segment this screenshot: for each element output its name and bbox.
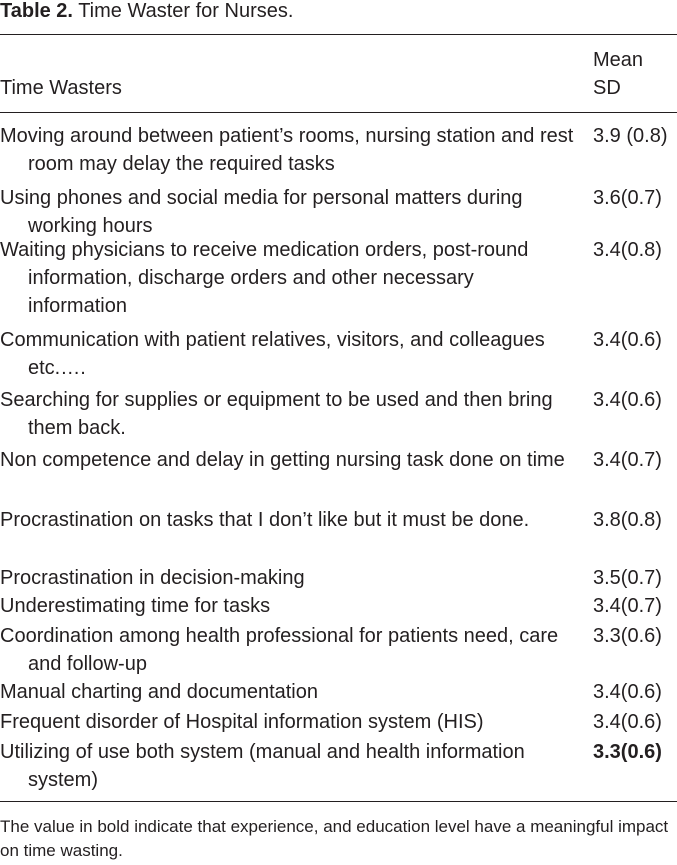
header-rule bbox=[0, 112, 677, 113]
table-label: Table 2. bbox=[0, 0, 73, 22]
row-item: Moving around between patient’s rooms, nursing station and rest room may delay the required tasks bbox=[0, 125, 574, 175]
row-item: Using phones and social media for personal matters during working hours bbox=[0, 187, 523, 237]
row-value: 3.6(0.7) bbox=[593, 187, 662, 209]
row-value: 3.3(0.6) bbox=[593, 625, 662, 647]
row-value: 3.4(0.6) bbox=[593, 389, 662, 411]
row-item: Searching for supplies or equipment to be used and then bring them back. bbox=[0, 389, 553, 439]
row-item: Coordination among health professional for patients need, care and follow-up bbox=[0, 625, 559, 675]
row-value: 3.5(0.7) bbox=[593, 567, 662, 589]
row-value: 3.4(0.6) bbox=[593, 329, 662, 351]
table-caption bbox=[0, 0, 293, 26]
bottom-rule bbox=[0, 801, 677, 802]
column-header-time-wasters: Time Wasters bbox=[0, 77, 122, 99]
column-header-sd: SD bbox=[593, 77, 621, 99]
row-item: Frequent disorder of Hospital information system (HIS) bbox=[0, 711, 484, 733]
row-value: 3.8(0.8) bbox=[593, 509, 662, 531]
table-title: Time Waster for Nurses. bbox=[78, 0, 294, 22]
column-header-mean: Mean bbox=[593, 49, 644, 71]
row-item: Non competence and delay in getting nursing task done on time bbox=[0, 449, 565, 471]
top-rule bbox=[0, 34, 677, 35]
row-item: Procrastination on tasks that I don’t like but it must be done. bbox=[0, 509, 530, 531]
row-value: 3.4(0.6) bbox=[593, 681, 662, 703]
row-value: 3.4(0.6) bbox=[593, 711, 662, 733]
row-item: Underestimating time for tasks bbox=[0, 595, 271, 617]
row-item: Manual charting and documentation bbox=[0, 681, 318, 703]
row-value: 3.4(0.7) bbox=[593, 595, 662, 617]
row-item: Utilizing of use both system (manual and health information system) bbox=[0, 741, 525, 791]
row-value: 3.4(0.7) bbox=[593, 449, 662, 471]
row-value: 3.4(0.8) bbox=[593, 239, 662, 261]
row-value-bold: 3.3(0.6) bbox=[593, 741, 662, 763]
row-item: Waiting physicians to receive medication orders, post-round information, discharge orders and other necessary information bbox=[0, 239, 529, 317]
row-value: 3.9 (0.8) bbox=[593, 125, 668, 147]
row-item: Procrastination in decision-making bbox=[0, 567, 305, 589]
table-footnote: The value in bold indicate that experience, and education level have a meaningful impact on time wasting. bbox=[0, 817, 669, 860]
row-item: Communication with patient relatives, visitors, and colleagues etc.…. bbox=[0, 329, 545, 379]
